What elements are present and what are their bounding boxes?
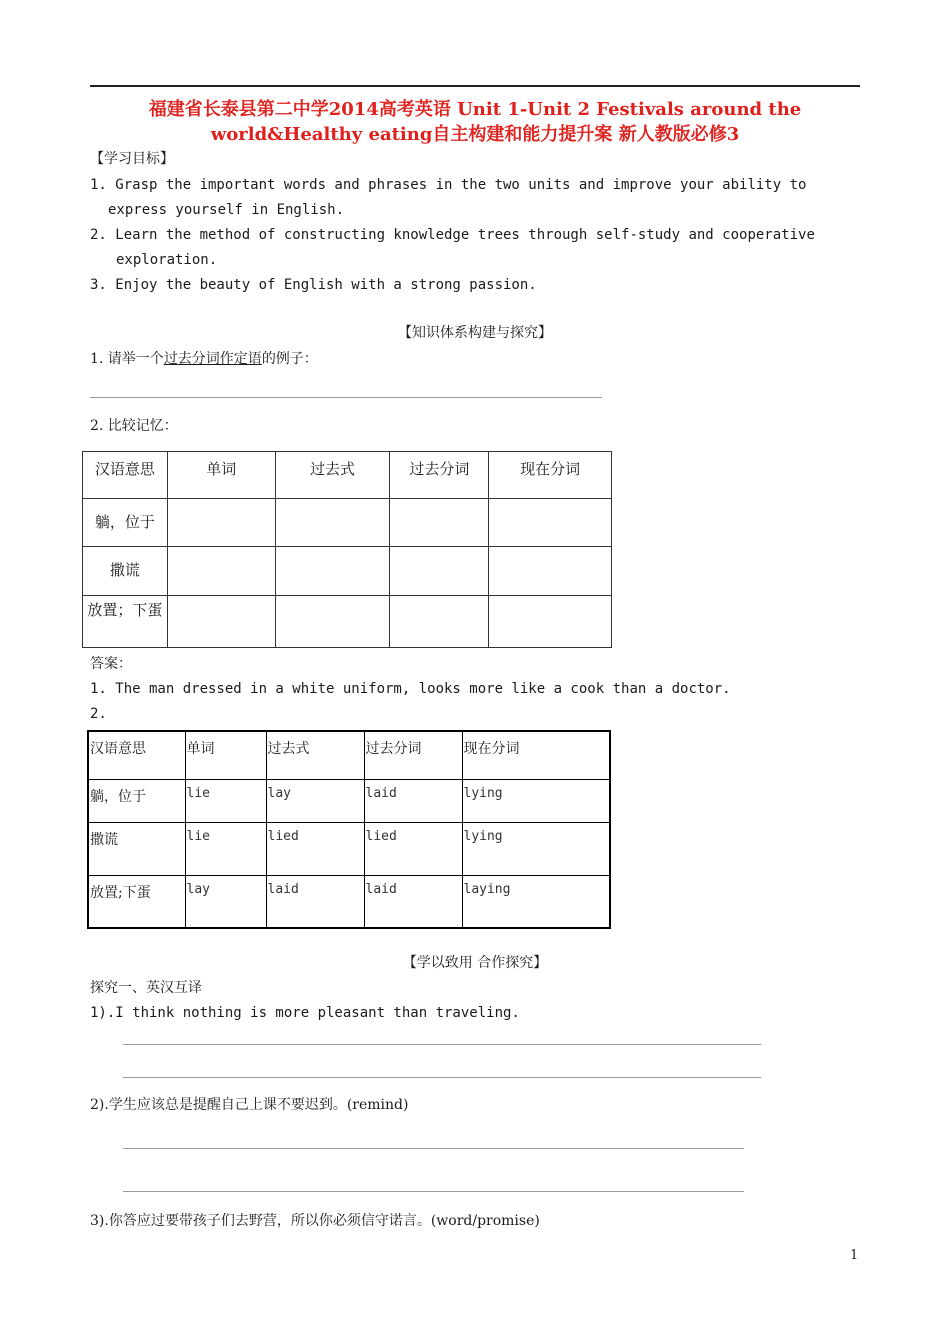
table-cell: lying bbox=[462, 822, 610, 875]
blank-cell[interactable] bbox=[489, 499, 612, 547]
header-rule bbox=[90, 85, 860, 87]
answer-blank-line[interactable] bbox=[123, 1044, 761, 1045]
table-header: 过去式 bbox=[275, 452, 390, 499]
goal-1-line2: express yourself in English. bbox=[108, 202, 345, 218]
translate-q2: 2).学生应该总是提醒自己上课不要迟到。(remind) bbox=[90, 1097, 409, 1113]
table-cell: 躺，位于 bbox=[83, 499, 168, 547]
knowledge-q2: 2. 比较记忆： bbox=[90, 418, 178, 434]
blank-cell[interactable] bbox=[167, 499, 275, 547]
table-cell: 放置；下蛋 bbox=[83, 596, 168, 648]
goal-3: 3. Enjoy the beauty of English with a strong passion. bbox=[90, 277, 537, 293]
table-cell: 躺，位于 bbox=[88, 779, 185, 822]
table-row bbox=[88, 822, 610, 875]
table-cell: 撒谎 bbox=[83, 547, 168, 596]
answer-blank-line[interactable] bbox=[90, 397, 602, 398]
q1-prefix: 1. 请举一个 bbox=[90, 351, 164, 367]
table-header: 过去式 bbox=[266, 731, 364, 779]
blank-cell[interactable] bbox=[167, 596, 275, 648]
apply-subheading: 探究一、英汉互译 bbox=[90, 980, 202, 996]
blank-cell[interactable] bbox=[390, 547, 489, 596]
blank-cell[interactable] bbox=[390, 596, 489, 648]
table-cell: lie bbox=[185, 822, 266, 875]
translate-q3: 3).你答应过要带孩子们去野营，所以你必须信守诺言。(word/promise) bbox=[90, 1213, 540, 1229]
blank-cell[interactable] bbox=[167, 547, 275, 596]
table-row bbox=[83, 596, 612, 648]
blank-cell[interactable] bbox=[275, 547, 390, 596]
q1-suffix: 的例子： bbox=[261, 351, 318, 367]
knowledge-q1 bbox=[90, 349, 318, 369]
table-cell: lied bbox=[266, 822, 364, 875]
goal-2-line1: 2. Learn the method of constructing knowledge trees through self-study and cooperative bbox=[90, 227, 815, 243]
table-row bbox=[83, 452, 612, 499]
blank-cell[interactable] bbox=[489, 596, 612, 648]
doc-title-line2: world&Healthy eating自主构建和能力提升案 新人教版必修3 bbox=[210, 124, 740, 145]
blank-cell[interactable] bbox=[390, 499, 489, 547]
table-row bbox=[88, 779, 610, 822]
goal-2-line2: exploration. bbox=[116, 252, 218, 268]
answer-blank-line[interactable] bbox=[123, 1148, 744, 1149]
answer-blank-line[interactable] bbox=[123, 1191, 744, 1192]
answer-1: 1. The man dressed in a white uniform, looks more like a cook than a doctor. bbox=[90, 681, 731, 697]
page-number: 1 bbox=[850, 1248, 859, 1263]
apply-heading: 【学以致用 合作探究】 bbox=[402, 955, 548, 971]
table-header: 过去分词 bbox=[390, 452, 489, 499]
answer-blank-line[interactable] bbox=[123, 1077, 761, 1078]
answer-table bbox=[87, 730, 611, 929]
answer-2-label: 2. bbox=[90, 706, 107, 722]
table-header: 现在分词 bbox=[462, 731, 610, 779]
table-row bbox=[88, 731, 610, 779]
table-header: 汉语意思 bbox=[88, 731, 185, 779]
table-header: 汉语意思 bbox=[83, 452, 168, 499]
table-cell: 放置;下蛋 bbox=[88, 875, 185, 928]
table-cell: lying bbox=[462, 779, 610, 822]
table-header: 单词 bbox=[167, 452, 275, 499]
doc-title-line1: 福建省长泰县第二中学2014高考英语 Unit 1-Unit 2 Festivals around the bbox=[148, 99, 802, 120]
table-cell: 撒谎 bbox=[88, 822, 185, 875]
q1-underlined: 过去分词作定语 bbox=[163, 351, 262, 367]
table-cell: laid bbox=[364, 779, 462, 822]
table-cell: lie bbox=[185, 779, 266, 822]
goals-heading: 【学习目标】 bbox=[90, 151, 174, 167]
table-cell: lay bbox=[266, 779, 364, 822]
table-cell: laid bbox=[266, 875, 364, 928]
table-cell: laid bbox=[364, 875, 462, 928]
table-header: 过去分词 bbox=[364, 731, 462, 779]
blank-cell[interactable] bbox=[489, 547, 612, 596]
table-header: 现在分词 bbox=[489, 452, 612, 499]
blank-cell[interactable] bbox=[275, 596, 390, 648]
knowledge-heading: 【知识体系构建与探究】 bbox=[398, 325, 552, 341]
table-header: 单词 bbox=[185, 731, 266, 779]
translate-q1: 1).I think nothing is more pleasant than traveling. bbox=[90, 1005, 520, 1021]
table-row bbox=[88, 875, 610, 928]
compare-table-blank bbox=[82, 451, 612, 648]
table-cell: laying bbox=[462, 875, 610, 928]
table-row bbox=[83, 499, 612, 547]
table-cell: lied bbox=[364, 822, 462, 875]
answers-label: 答案： bbox=[90, 656, 132, 672]
blank-cell[interactable] bbox=[275, 499, 390, 547]
goal-1-line1: 1. Grasp the important words and phrases in the two units and improve your ability to bbox=[90, 177, 807, 193]
table-cell: lay bbox=[185, 875, 266, 928]
table-row bbox=[83, 547, 612, 596]
